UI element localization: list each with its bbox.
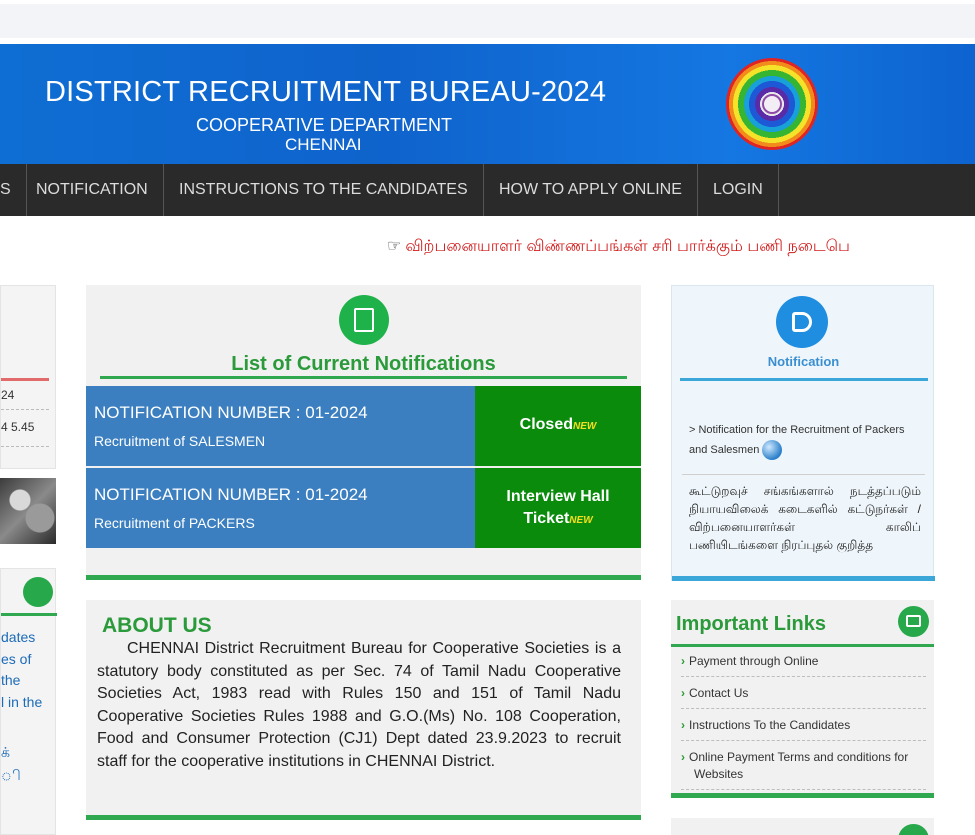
site-title: DISTRICT RECRUITMENT BUREAU-2024 [45, 76, 607, 108]
link-label: Contact Us [689, 686, 749, 700]
divider [680, 378, 928, 381]
left-sidebar-text: 24 [1, 388, 15, 402]
folder-glyph [906, 615, 921, 627]
left-link-text[interactable]: க் [1, 744, 10, 760]
top-bar [0, 4, 975, 38]
link-label: Payment through Online [689, 654, 819, 668]
left-sidebar-box [0, 285, 56, 469]
notification-number: NOTIFICATION NUMBER : 01-2024 [94, 485, 368, 504]
link-payment-online[interactable] [681, 653, 926, 677]
left-link-text[interactable]: the [1, 672, 21, 688]
folder-icon [898, 606, 929, 637]
notification-description: Recruitment of SALESMEN [94, 433, 266, 449]
about-us-section [86, 600, 641, 818]
chevron-right-icon: › [681, 686, 685, 700]
divider [86, 815, 641, 820]
important-links-box [671, 600, 934, 798]
nav-item-instructions[interactable]: INSTRUCTIONS TO THE CANDIDATES [164, 164, 484, 216]
link-label: Instructions To the Candidates [689, 718, 851, 732]
chevron-right-icon: › [681, 750, 685, 764]
divider [1, 378, 49, 381]
left-sidebar-links [0, 568, 56, 835]
next-sidebar-box [671, 818, 934, 835]
notification-row [86, 386, 641, 466]
right-notification-box [671, 285, 934, 581]
about-body: CHENNAI District Recruitment Bureau for Cooperative Societies is a statutory body constituted as per Sec. 74 of Tamil Nadu Cooperative Societies Act, 1983 read with Rules 150 and 151 of Tamil Nadu Cooperative Societies Rules 1988 and G.O.(Ms) No. 108 Cooperation, Food and Consumer Protection (CJ1) Dept dated 23.9.2023 to recruit staff for the cooperative institutions in CHENNAI District. [97, 640, 621, 770]
status-label: Ticket [523, 510, 570, 527]
new-badge: NEW [569, 515, 593, 526]
left-sidebar-text: 4 5.45 [1, 420, 35, 434]
nav-item-notification[interactable]: NOTIFICATION [21, 164, 164, 216]
notifications-title: List of Current Notifications [231, 353, 496, 375]
notification-info[interactable] [86, 386, 475, 466]
divider [1, 409, 49, 410]
divider [672, 576, 935, 581]
logo-seal-icon [762, 94, 782, 114]
left-link-text[interactable]: es of [1, 651, 32, 667]
folder-icon [898, 824, 929, 835]
link-instructions[interactable] [681, 717, 926, 741]
document-glyph [354, 308, 374, 332]
site-subtitle-department: COOPERATIVE DEPARTMENT [196, 115, 453, 135]
link-payment-terms[interactable] [681, 749, 926, 790]
hand-pointer-icon: ☞ [387, 238, 402, 255]
divider [671, 644, 934, 647]
divider [86, 575, 641, 580]
announcement-marquee[interactable] [387, 236, 850, 257]
status-label: Interview Hall [506, 488, 610, 505]
link-text: > Notification for the Recruitment of Packers and Salesmen [689, 424, 905, 456]
interview-hall-ticket-button[interactable] [475, 468, 641, 548]
notification-description: Recruitment of PACKERS [94, 515, 255, 531]
current-notifications-panel [86, 285, 641, 580]
chevron-right-icon: › [681, 718, 685, 732]
divider [1, 446, 49, 447]
link-contact-us[interactable] [681, 685, 926, 709]
divider [671, 793, 934, 798]
site-subtitle-city: CHENNAI [285, 135, 362, 154]
globe-icon [762, 440, 782, 460]
cooperative-logo [726, 58, 818, 150]
right-notification-title: Notification [767, 354, 840, 369]
recruitment-notification-link[interactable] [689, 420, 921, 460]
megaphone-glyph [792, 312, 812, 332]
link-label: Online Payment Terms and conditions for Websites [689, 750, 909, 781]
divider [1, 613, 57, 616]
nav-item-partial[interactable]: S [0, 164, 27, 216]
notification-info[interactable] [86, 468, 475, 548]
nav-item-how-to-apply[interactable]: HOW TO APPLY ONLINE [484, 164, 698, 216]
main-nav [0, 164, 975, 216]
folder-icon [23, 577, 53, 607]
notification-number: NOTIFICATION NUMBER : 01-2024 [94, 403, 368, 422]
megaphone-icon [776, 296, 828, 348]
notification-row [86, 468, 641, 548]
tamil-notice-text: கூட்டுறவுச் சங்கங்களால் நடத்தப்படும் நியாயவிலைக் கடைகளில் கட்டுநர்கள் / விற்பனையாளர்கள் காலிப் பணியிடங்களை நிரப்புதல் குறித்த [689, 484, 921, 552]
left-sidebar-image [0, 478, 56, 544]
marquee-text: விற்பனையாளர் விண்ணப்பங்கள் சரி பார்க்கும் பணி நடைபெ [405, 238, 850, 255]
site-header [0, 44, 975, 164]
left-link-text[interactable]: l in the [1, 694, 43, 710]
about-heading: ABOUT US [102, 614, 212, 637]
left-link-text[interactable]: dates [1, 629, 36, 645]
new-badge: NEW [573, 421, 597, 432]
left-link-text[interactable]: ி [1, 767, 21, 783]
chevron-right-icon: › [681, 654, 685, 668]
notification-status-button[interactable] [475, 386, 641, 466]
document-icon [339, 295, 389, 345]
divider [100, 376, 627, 379]
status-label: Closed [519, 416, 573, 433]
divider [682, 474, 925, 475]
browser-top-strip [0, 0, 975, 44]
important-links-title: Important Links [676, 613, 827, 635]
nav-item-login[interactable]: LOGIN [698, 164, 779, 216]
